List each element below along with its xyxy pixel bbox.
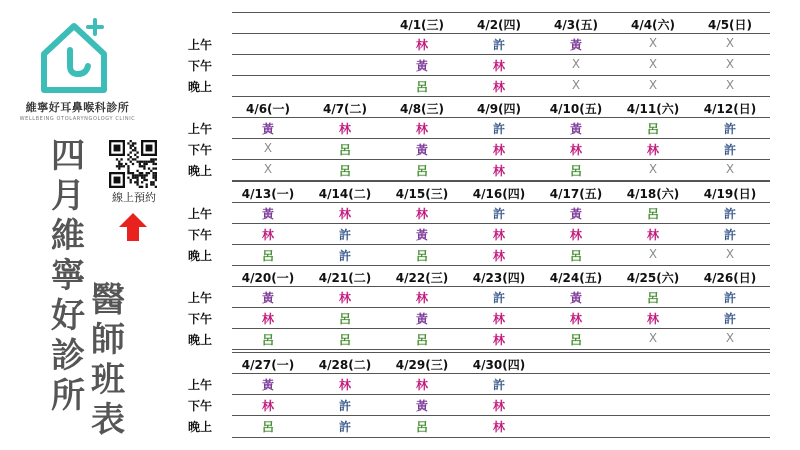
doctor-cell: 呂	[415, 333, 428, 347]
qr-label: 線上預約	[112, 191, 156, 204]
doctor-cell: 呂	[415, 420, 428, 434]
doctor-cell: 呂	[338, 312, 351, 326]
doctor-cell: 呂	[338, 143, 351, 157]
doctor-cell: 許	[492, 207, 505, 221]
doctor-cell: 許	[723, 228, 736, 242]
title-char: 所	[51, 376, 85, 416]
doctor-cell: 黃	[569, 291, 582, 305]
doctor-cell: 林	[492, 333, 505, 347]
doctor-cell: 呂	[415, 249, 428, 263]
doctor-cell: 林	[261, 399, 274, 413]
doctor-cell: X	[648, 162, 658, 176]
doctor-cell: 許	[492, 291, 505, 305]
day-header: 4/3(五)	[553, 18, 599, 32]
title-char: 維	[51, 216, 85, 256]
doctor-cell: 林	[492, 143, 505, 157]
grid-line	[232, 202, 770, 203]
doctor-cell: X	[725, 331, 735, 345]
day-header: 4/11(六)	[626, 102, 680, 116]
doctor-cell: 林	[492, 80, 505, 94]
doctor-cell: 許	[492, 378, 505, 392]
grid-line	[232, 54, 770, 55]
day-header: 4/12(日)	[703, 102, 757, 116]
grid-line	[232, 394, 770, 395]
day-header: 4/21(二)	[318, 271, 372, 285]
day-header: 4/7(二)	[322, 102, 368, 116]
slot-label: 下午	[188, 59, 213, 73]
day-header: 4/5(日)	[707, 18, 753, 32]
doctor-cell: 林	[646, 312, 659, 326]
day-header: 4/18(六)	[626, 187, 680, 201]
doctor-cell: 林	[338, 378, 351, 392]
doctor-cell: 許	[723, 207, 736, 221]
grid-line	[232, 328, 770, 329]
doctor-cell: 林	[492, 228, 505, 242]
doctor-cell: 呂	[569, 164, 582, 178]
doctor-cell: 黃	[569, 122, 582, 136]
doctor-cell: 許	[492, 122, 505, 136]
slot-label: 下午	[188, 228, 213, 242]
doctor-cell: 許	[338, 399, 351, 413]
day-header: 4/9(四)	[476, 102, 522, 116]
doctor-cell: 黃	[415, 228, 428, 242]
doctor-cell: 呂	[261, 249, 274, 263]
day-header: 4/22(三)	[395, 271, 449, 285]
title-char: 月	[51, 176, 85, 216]
doctor-cell: X	[648, 247, 658, 261]
grid-line	[232, 352, 770, 353]
doctor-cell: 呂	[646, 291, 659, 305]
grid-line	[232, 138, 770, 139]
day-header: 4/1(三)	[399, 18, 445, 32]
slot-label: 上午	[188, 378, 213, 392]
doctor-cell: X	[648, 36, 658, 50]
doctor-cell: 林	[261, 228, 274, 242]
doctor-cell: 林	[415, 207, 428, 221]
doctor-cell: 林	[646, 228, 659, 242]
doctor-cell: 呂	[569, 333, 582, 347]
doctor-cell: 呂	[415, 164, 428, 178]
doctor-cell: 林	[261, 312, 274, 326]
day-header: 4/10(五)	[549, 102, 603, 116]
grid-line	[232, 437, 770, 438]
day-header: 4/17(五)	[549, 187, 603, 201]
doctor-cell: X	[263, 141, 273, 155]
day-header: 4/26(日)	[703, 271, 757, 285]
doctor-cell: 林	[338, 291, 351, 305]
day-header: 4/4(六)	[630, 18, 676, 32]
grid-line	[232, 33, 770, 34]
doctor-cell: 林	[492, 399, 505, 413]
doctor-cell: 林	[492, 420, 505, 434]
slot-label: 上午	[188, 291, 213, 305]
doctor-cell: 黃	[261, 378, 274, 392]
doctor-cell: 黃	[261, 207, 274, 221]
day-header: 4/20(一)	[241, 271, 295, 285]
doctor-cell: 呂	[415, 80, 428, 94]
slot-label: 下午	[188, 312, 213, 326]
grid-line	[232, 244, 770, 245]
slot-label: 上午	[188, 207, 213, 221]
day-header: 4/16(四)	[472, 187, 526, 201]
doctor-cell: 林	[492, 312, 505, 326]
doctor-cell: 黃	[415, 143, 428, 157]
day-header: 4/27(一)	[241, 358, 295, 372]
title-char: 診	[51, 336, 85, 376]
title-char: 寧	[51, 256, 85, 296]
slot-label: 晚上	[188, 164, 213, 178]
grid-line	[232, 223, 770, 224]
doctor-cell: X	[725, 57, 735, 71]
grid-line	[232, 181, 770, 182]
grid-line	[232, 307, 770, 308]
day-header: 4/29(三)	[395, 358, 449, 372]
grid-line	[232, 75, 770, 76]
day-header: 4/14(二)	[318, 187, 372, 201]
day-header: 4/15(三)	[395, 187, 449, 201]
doctor-cell: X	[725, 162, 735, 176]
title-char: 班	[91, 360, 125, 400]
slot-label: 上午	[188, 38, 213, 52]
doctor-cell: 林	[415, 122, 428, 136]
doctor-cell: 黃	[261, 291, 274, 305]
slot-label: 下午	[188, 399, 213, 413]
title-char: 四	[51, 136, 85, 176]
slot-label: 晚上	[188, 420, 213, 434]
grid-line	[232, 159, 770, 160]
day-header: 4/2(四)	[476, 18, 522, 32]
doctor-cell: 林	[569, 312, 582, 326]
title-char: 師	[91, 320, 125, 360]
grid-line	[232, 373, 770, 374]
day-header: 4/24(五)	[549, 271, 603, 285]
slot-label: 上午	[188, 122, 213, 136]
doctor-cell: 黃	[415, 399, 428, 413]
doctor-cell: X	[725, 247, 735, 261]
day-header: 4/8(三)	[399, 102, 445, 116]
doctor-cell: 林	[569, 228, 582, 242]
doctor-cell: 林	[569, 143, 582, 157]
doctor-cell: 許	[723, 291, 736, 305]
doctor-cell: 呂	[569, 249, 582, 263]
slot-label: 晚上	[188, 333, 213, 347]
grid-line	[232, 12, 770, 13]
doctor-cell: 林	[415, 291, 428, 305]
day-header: 4/13(一)	[241, 187, 295, 201]
clinic-name-en: WELLBEING OTOLARYNGOLOGY CLINIC	[19, 116, 136, 122]
doctor-cell: 林	[415, 38, 428, 52]
doctor-cell: 林	[338, 122, 351, 136]
doctor-cell: 呂	[261, 333, 274, 347]
doctor-cell: 林	[492, 249, 505, 263]
doctor-cell: X	[571, 57, 581, 71]
day-header: 4/19(日)	[703, 187, 757, 201]
doctor-cell: 呂	[646, 122, 659, 136]
doctor-cell: 林	[492, 164, 505, 178]
doctor-cell: 呂	[261, 420, 274, 434]
day-header: 4/30(四)	[472, 358, 526, 372]
doctor-cell: 許	[723, 143, 736, 157]
day-header: 4/28(二)	[318, 358, 372, 372]
doctor-cell: 呂	[646, 207, 659, 221]
doctor-cell: X	[648, 78, 658, 92]
day-header: 4/25(六)	[626, 271, 680, 285]
doctor-cell: X	[725, 78, 735, 92]
doctor-cell: X	[648, 331, 658, 345]
slot-label: 晚上	[188, 249, 213, 263]
doctor-cell: 許	[723, 122, 736, 136]
doctor-cell: 許	[338, 249, 351, 263]
title-char: 表	[91, 400, 125, 440]
doctor-cell: X	[648, 57, 658, 71]
doctor-cell: 黃	[415, 59, 428, 73]
doctor-cell: 許	[492, 38, 505, 52]
doctor-cell: 林	[338, 207, 351, 221]
doctor-cell: 呂	[338, 333, 351, 347]
day-header: 4/6(一)	[245, 102, 291, 116]
doctor-cell: 許	[338, 420, 351, 434]
slot-label: 下午	[188, 143, 213, 157]
clinic-name: 維寧好耳鼻喉科診所	[25, 101, 130, 114]
doctor-cell: X	[263, 162, 273, 176]
doctor-cell: 黃	[261, 122, 274, 136]
slot-label: 晚上	[188, 80, 213, 94]
day-header: 4/23(四)	[472, 271, 526, 285]
grid-line	[232, 117, 770, 118]
doctor-cell: 林	[646, 143, 659, 157]
doctor-cell: 呂	[338, 164, 351, 178]
doctor-cell: X	[725, 36, 735, 50]
doctor-cell: 黃	[415, 312, 428, 326]
doctor-cell: X	[571, 78, 581, 92]
doctor-cell: 許	[338, 228, 351, 242]
doctor-cell: 黃	[569, 38, 582, 52]
grid-line	[232, 265, 770, 266]
grid-line	[232, 415, 770, 416]
title-char: 好	[51, 296, 85, 336]
grid-line	[232, 349, 770, 350]
doctor-cell: 林	[492, 59, 505, 73]
doctor-cell: 黃	[569, 207, 582, 221]
doctor-cell: 許	[723, 312, 736, 326]
grid-line	[232, 96, 770, 97]
grid-line	[232, 286, 770, 287]
doctor-cell: 林	[415, 378, 428, 392]
title-char: 醫	[91, 280, 125, 320]
